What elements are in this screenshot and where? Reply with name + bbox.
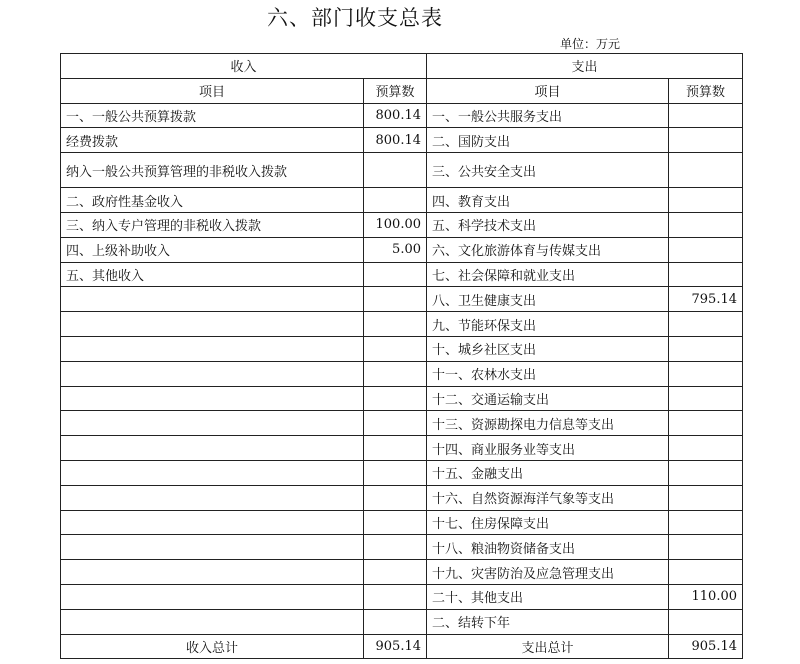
expense-item-cell: 十一、农林水支出 [427,361,669,386]
table-row [61,188,743,213]
income-item-cell [61,535,364,560]
expense-item-cell: 二、国防支出 [427,128,669,153]
expense-budget-cell [669,361,743,386]
income-budget-cell [364,510,427,535]
income-budget-header: 预算数 [364,78,427,103]
table-row [61,560,743,585]
income-item-cell [61,312,364,337]
expense-item-cell: 六、文化旅游体育与传媒支出 [427,237,669,262]
expense-budget-cell [669,188,743,213]
income-header: 收入 [61,54,427,79]
table-row [61,535,743,560]
table-row [61,584,743,609]
income-item-cell [61,460,364,485]
income-item-header: 项目 [61,78,364,103]
table-row [61,312,743,337]
income-item-cell: 四、上级补助收入 [61,237,364,262]
expense-item-header: 项目 [427,78,669,103]
expense-item-cell: 五、科学技术支出 [427,212,669,237]
expense-item-cell: 二、结转下年 [427,609,669,634]
expense-budget-cell [669,212,743,237]
income-budget-cell [364,386,427,411]
table-row [61,436,743,461]
income-item-cell: 纳入一般公共预算管理的非税收入拨款 [61,153,364,188]
expense-budget-cell: 110.00 [669,584,743,609]
income-item-cell: 五、其他收入 [61,262,364,287]
income-budget-cell [364,287,427,312]
table-row [61,386,743,411]
table-row [61,212,743,237]
expense-item-cell: 十八、粮油物资储备支出 [427,535,669,560]
expense-budget-cell [669,411,743,436]
expense-item-cell: 十三、资源勘探电力信息等支出 [427,411,669,436]
income-item-cell [61,485,364,510]
expense-item-cell: 十二、交通运输支出 [427,386,669,411]
expense-budget-cell [669,262,743,287]
income-budget-cell [364,153,427,188]
table-row [61,287,743,312]
income-budget-cell [364,535,427,560]
table-row [61,153,743,188]
table-row [61,103,743,128]
expense-budget-cell [669,436,743,461]
income-budget-cell [364,485,427,510]
expense-item-cell: 八、卫生健康支出 [427,287,669,312]
expense-header: 支出 [427,54,743,79]
expense-budget-cell [669,460,743,485]
expense-item-cell: 七、社会保障和就业支出 [427,262,669,287]
expense-budget-cell [669,153,743,188]
income-item-cell: 三、纳入专户管理的非税收入拨款 [61,212,364,237]
expense-item-cell: 四、教育支出 [427,188,669,213]
column-header-row [61,78,743,103]
expense-budget-cell [669,609,743,634]
table-row [61,485,743,510]
expense-item-cell: 三、公共安全支出 [427,153,669,188]
income-budget-cell [364,460,427,485]
expense-budget-cell [669,535,743,560]
income-item-cell [61,386,364,411]
table-row [61,411,743,436]
income-item-cell [61,510,364,535]
table-row [61,361,743,386]
expense-item-cell: 十、城乡社区支出 [427,336,669,361]
expense-total-value: 905.14 [669,634,743,659]
expense-item-cell: 一、一般公共服务支出 [427,103,669,128]
expense-item-cell: 十七、住房保障支出 [427,510,669,535]
expense-budget-header: 预算数 [669,78,743,103]
income-item-cell: 经费拨款 [61,128,364,153]
income-item-cell [61,584,364,609]
income-budget-cell [364,188,427,213]
total-row [61,634,743,659]
income-budget-cell [364,411,427,436]
income-item-cell [61,336,364,361]
income-budget-cell [364,312,427,337]
income-total-label: 收入总计 [61,634,364,659]
expense-budget-cell [669,237,743,262]
income-total-value: 905.14 [364,634,427,659]
expense-budget-cell [669,386,743,411]
income-budget-cell [364,436,427,461]
income-budget-cell [364,584,427,609]
expense-item-cell: 二十、其他支出 [427,584,669,609]
expense-item-cell: 十四、商业服务业等支出 [427,436,669,461]
expense-budget-cell [669,485,743,510]
table-row [61,510,743,535]
table-row [61,128,743,153]
income-item-cell [61,361,364,386]
budget-table [60,53,743,659]
income-budget-cell [364,336,427,361]
table-row [61,237,743,262]
expense-budget-cell: 795.14 [669,287,743,312]
income-budget-cell [364,560,427,585]
income-budget-cell: 100.00 [364,212,427,237]
income-budget-cell: 800.14 [364,103,427,128]
income-budget-cell: 800.14 [364,128,427,153]
expense-budget-cell [669,336,743,361]
table-row [61,336,743,361]
page-title: 六、部门收支总表 [267,6,443,30]
unit-label: 单位：万元 [560,37,621,51]
expense-item-cell: 十六、自然资源海洋气象等支出 [427,485,669,510]
expense-budget-cell [669,510,743,535]
expense-budget-cell [669,312,743,337]
income-budget-cell [364,361,427,386]
income-item-cell [61,609,364,634]
income-budget-cell: 5.00 [364,237,427,262]
income-item-cell [61,436,364,461]
expense-item-cell: 十九、灾害防治及应急管理支出 [427,560,669,585]
income-budget-cell [364,609,427,634]
expense-budget-cell [669,560,743,585]
expense-item-cell: 九、节能环保支出 [427,312,669,337]
table-row [61,262,743,287]
income-item-cell: 一、一般公共预算拨款 [61,103,364,128]
table-row [61,460,743,485]
income-item-cell [61,560,364,585]
income-item-cell [61,411,364,436]
expense-total-label: 支出总计 [427,634,669,659]
expense-item-cell: 十五、金融支出 [427,460,669,485]
section-header-row [61,54,743,79]
expense-budget-cell [669,103,743,128]
table-row [61,609,743,634]
expense-budget-cell [669,128,743,153]
income-item-cell: 二、政府性基金收入 [61,188,364,213]
income-item-cell [61,287,364,312]
income-budget-cell [364,262,427,287]
